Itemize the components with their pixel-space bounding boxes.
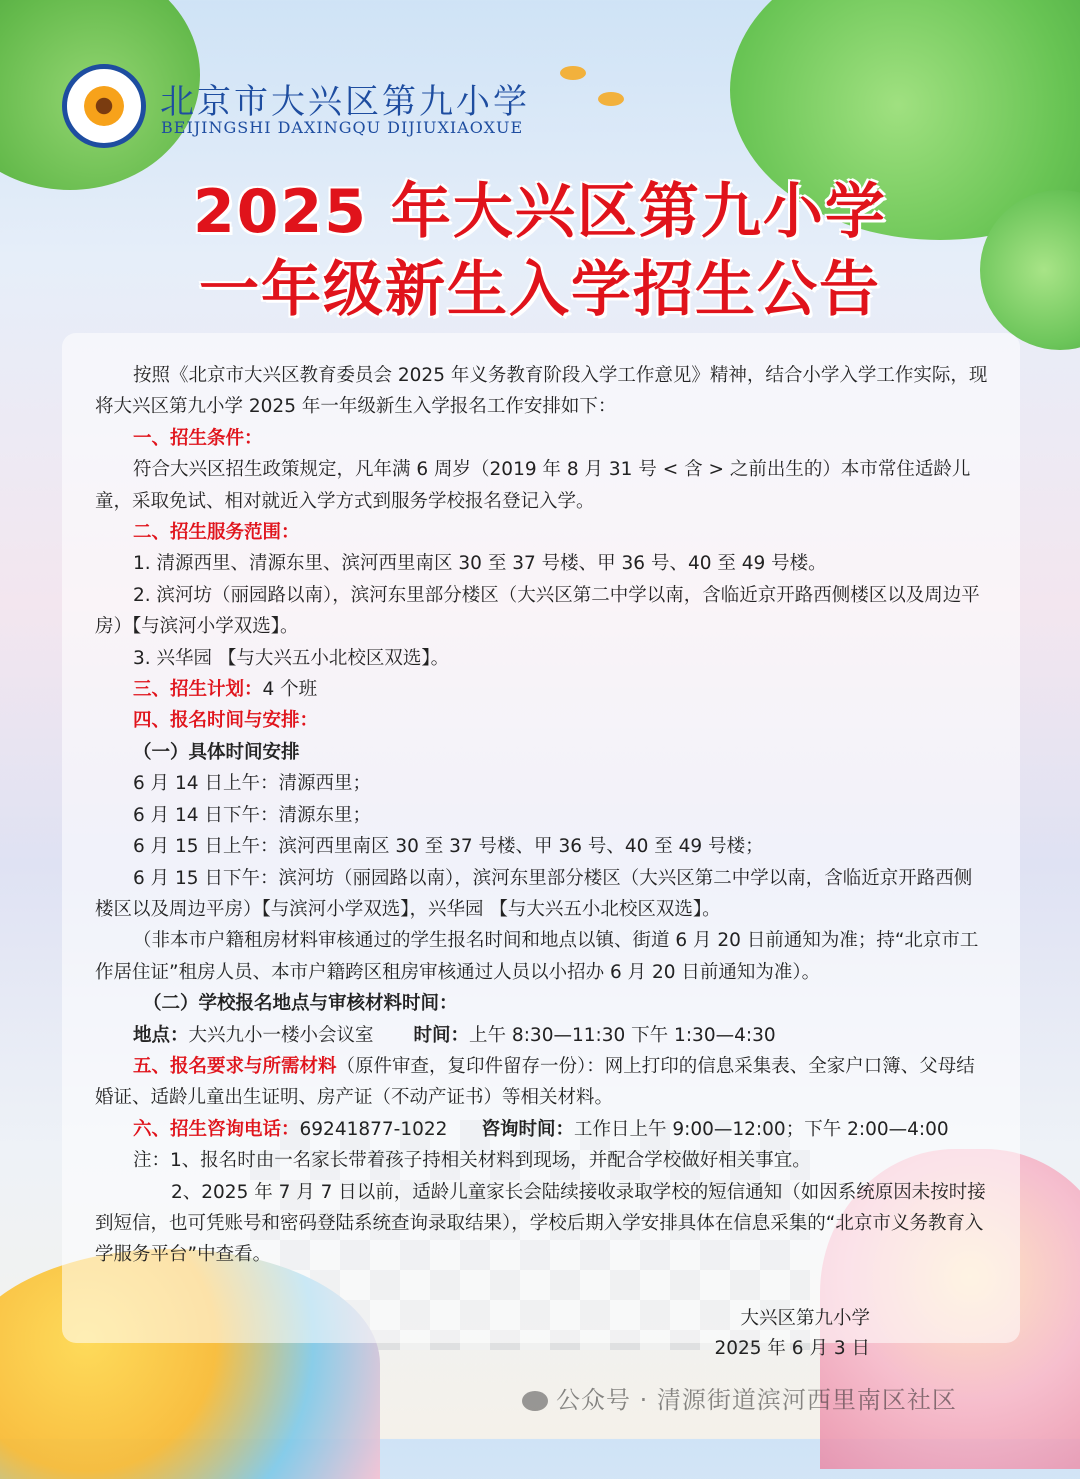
bird-icon bbox=[560, 66, 586, 80]
section-1-heading: 一、招生条件： bbox=[133, 427, 263, 449]
section-4-subheading-2: （二）学校报名地点与审核材料时间： bbox=[143, 993, 458, 1015]
section-4-note: （非本市户籍租房材料审核通过的学生报名时间和地点以镇、街道 6 月 20 日前通知为准；持“北京市工作居住证”租房人员、本市户籍跨区租房审核通过人员以小招办 6 月 20 日前通知为准）。 bbox=[95, 930, 979, 983]
school-name-cn: 北京市大兴区第九小学 bbox=[160, 82, 530, 122]
section-1-text: 符合大兴区招生政策规定，凡年满 6 周岁（2019 年 8 月 31 号 < 含 > 之前出生的）本市常住适龄儿童，采取免试、相对就近入学方式到服务学校报名登记入学。 bbox=[95, 459, 971, 512]
location-label: 地点： bbox=[133, 1024, 189, 1046]
section-2-item: 1. 清源西里、清源东里、滨河西里南区 30 至 37 号楼、甲 36 号、40 至 49 号楼。 bbox=[133, 553, 827, 575]
hours-value: 工作日上午 9:00—12:00；下午 2:00—4:00 bbox=[573, 1118, 949, 1140]
section-5-heading: 五、报名要求与所需材料 bbox=[133, 1055, 337, 1077]
schedule-line: 6 月 14 日上午：清源西里； bbox=[133, 773, 371, 795]
section-2-item: 3. 兴华园 【与大兴五小北校区双选】。 bbox=[133, 647, 450, 669]
notice-body bbox=[95, 360, 990, 1271]
schedule-line: 6 月 14 日下午：清源东里； bbox=[133, 804, 371, 826]
section-5 bbox=[95, 1051, 990, 1114]
section-5-text: （原件审查，复印件留存一份）：网上打印的信息采集表、全家户口簿、父母结婚证、适龄儿童出生证明、房产证（不动产证书）等相关材料。 bbox=[95, 1055, 975, 1109]
section-4-subheading: （一）具体时间安排 bbox=[133, 741, 300, 763]
note-2: 2、2025 年 7 月 7 日以前，适龄儿童家长会陆续接收录取学校的短信通知（如因系统原因未按时接到短信，也可凭账号和密码登陆系统查询录取结果），学校后期入学安排具体在信息采集的“北京市义务教育入学服务平台”中查看。 bbox=[95, 1181, 986, 1266]
title-line-2: 一年级新生入学招生公告 bbox=[199, 255, 881, 325]
section-2-heading: 二、招生服务范围： bbox=[133, 522, 300, 544]
bird-icon bbox=[598, 92, 624, 106]
time-value: 上午 8:30—11:30 下午 1:30—4:30 bbox=[469, 1024, 776, 1046]
section-4-heading: 四、报名时间与安排： bbox=[133, 710, 319, 732]
schedule-line: 6 月 15 日下午：滨河坊（丽园路以南），滨河东里部分楼区（大兴区第二中学以南，含临近京开路西侧楼区以及周边平房）【与滨河小学双选】，兴华园 【与大兴五小北校区双选】。 bbox=[95, 867, 973, 920]
section-3-heading: 三、招生计划： bbox=[133, 679, 263, 701]
location-value: 大兴九小一楼小会议室 bbox=[188, 1024, 374, 1046]
schedule-line: 6 月 15 日上午：滨河西里南区 30 至 37 号楼、甲 36 号、40 至 49 号楼； bbox=[133, 836, 764, 858]
intro-paragraph: 按照《北京市大兴区教育委员会 2025 年义务教育阶段入学工作意见》精神，结合小学入学工作实际，现将大兴区第九小学 2025 年一年级新生入学报名工作安排如下： bbox=[95, 365, 988, 418]
watermark-text: 公众号 · 清源街道滨河西里南区社区 bbox=[556, 1386, 957, 1414]
location-time-line bbox=[95, 1020, 990, 1051]
section-6 bbox=[95, 1114, 990, 1145]
section-3-text: 4 个班 bbox=[262, 679, 318, 701]
watermark bbox=[522, 1380, 957, 1415]
time-label: 时间： bbox=[413, 1024, 470, 1046]
section-3 bbox=[95, 674, 990, 705]
note-1: 注：1、报名时由一名家长带着孩子持相关材料到现场，并配合学校做好相关事宜。 bbox=[133, 1150, 811, 1172]
signature-date: 2025 年 6 月 3 日 bbox=[714, 1338, 870, 1359]
school-logo bbox=[62, 64, 146, 148]
hours-label: 咨询时间： bbox=[481, 1118, 574, 1140]
section-2-item: 2. 滨河坊（丽园路以南），滨河东里部分楼区（大兴区第二中学以南，含临近京开路西侧楼区以及周边平房）【与滨河小学双选】。 bbox=[95, 584, 980, 638]
section-6-heading: 六、招生咨询电话： bbox=[133, 1118, 300, 1140]
phone-number: 69241877-1022 bbox=[299, 1118, 448, 1140]
wechat-icon bbox=[522, 1391, 548, 1411]
sunflower-icon bbox=[84, 86, 124, 126]
title-line-1: 2025 年大兴区第九小学 bbox=[193, 177, 887, 247]
signature-org: 大兴区第九小学 bbox=[740, 1308, 870, 1329]
school-name-en: BEIJINGSHI DAXINGQU DIJIUXIAOXUE bbox=[161, 118, 524, 137]
